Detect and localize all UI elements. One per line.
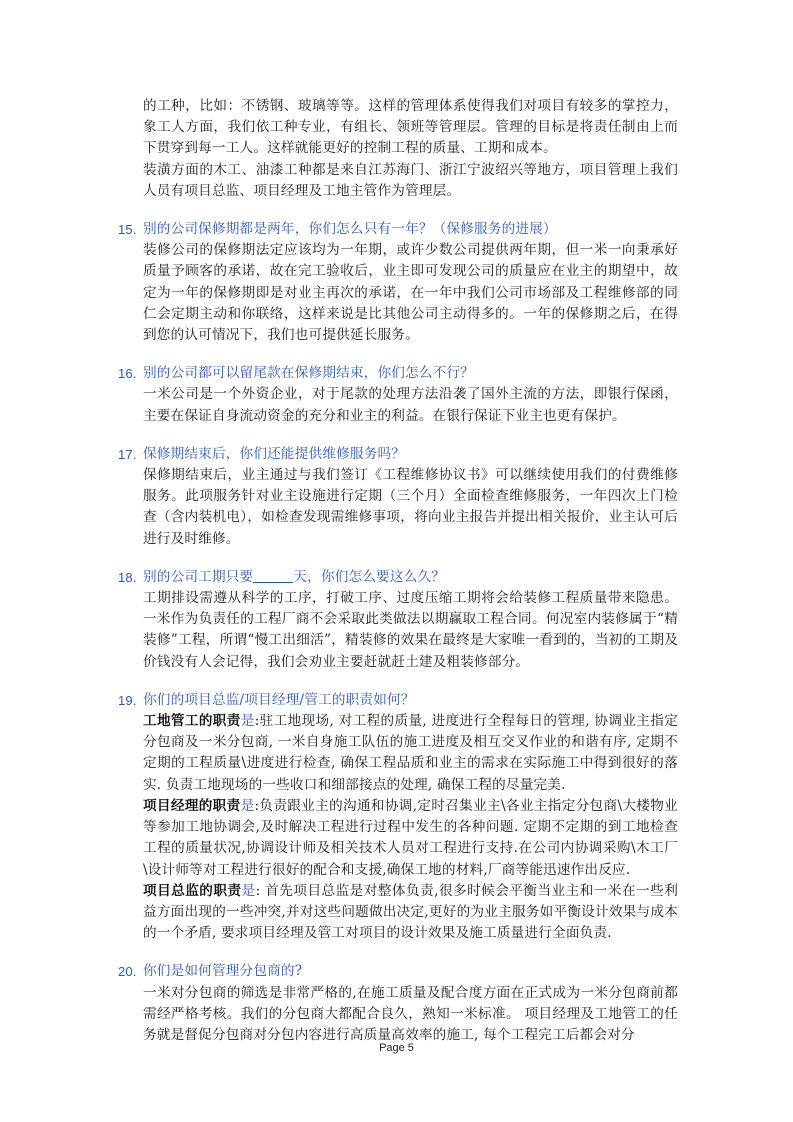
role-colon: 是 [240, 797, 255, 814]
page-number: Page 5 [379, 1042, 414, 1054]
question-19 [118, 690, 678, 711]
answer-15: 装修公司的保修期法定应该均为一年期，或许少数公司提供两年期，但一米一向秉承好质量予顾客的承诺，故在完工验收后，业主即可发现公司的质量应在业主的期望中，故定为一年的保修期即是对业主再次的承诺，在一年中我们公司市场部及工程维修部的同仁会定期主动和你联络，这样来说是比其他公司主动得多的。一年的保修期之后，在得到您的认可情况下，我们也可提供延长服务。 [143, 242, 678, 344]
page-content [118, 96, 678, 1046]
answer-18: 工期排设需遵从科学的工序，打破工序、过度压缩工期将会给装修工程质量带来隐患。一米作为负责任的工程厂商不会采取此类做法以期赢取工程合同。何况室内装修属于“精装修”工程，所谓“慢工出细活”，精装修的效果在最终是大家唯一看到的，当初的工期及价钱没有人会记得，我们会劝业主要赶就赶土建及粗装修部分。 [143, 590, 678, 670]
intro-paragraph-1: 的工种，比如：不锈钢、玻璃等等。这样的管理体系使得我们对项目有较多的掌控力，象工人方面，我们依工种专业，有组长、领班等管理层。管理的目标是将责任制由上而下贯穿到每一工人。这样就能更好的控制工程的质量、工期和成本。 [143, 98, 678, 157]
question-16 [118, 363, 678, 384]
question-text-end: 天，你们怎么要这么久？ [293, 568, 446, 585]
qa-item-17 [118, 444, 678, 550]
answer-16: 一米公司是一个外资企业，对于尾款的处理方法沿袭了国外主流的方法，即银行保函，主要在保证自身流动资金的充分和业主的利益。在银行保证下业主也更有保护。 [143, 386, 678, 424]
question-15 [118, 219, 678, 240]
question-text: 你们的项目总监/项目经理/管工的职责如何？ [143, 691, 415, 708]
role-colon: 是 [241, 882, 256, 899]
question-20 [118, 961, 678, 982]
role-colon: 是 [240, 713, 255, 730]
role-heading: 项目经理的职责 [143, 797, 241, 814]
role-text: :驻工地现场, 对工程的质量, 进度进行全程每日的管理, 协调业主指定分包商及一米分包商, 一米自身施工队伍的施工进度及相互交叉作业的和谐有序, 定期不定期的工程质量\进度进行检查, 确保工程品质和业主的需求在实际施工中得到很好的落实. 负责工地现场的一些收口和细部接点的处理, 确保工程的尽量完美. [143, 713, 678, 793]
question-text: 别的公司保修期都是两年，你们怎么只有一年？（保修服务的进展） [143, 221, 557, 238]
role-project-manager [143, 796, 678, 881]
question-number: 19. [118, 692, 137, 708]
question-number: 20. [118, 964, 137, 980]
qa-item-16 [118, 363, 678, 427]
role-heading: 项目总监的职责 [143, 882, 242, 899]
question-text-start: 别的公司工期只要 [143, 568, 254, 585]
question-number: 17. [118, 446, 137, 462]
fill-in-blank [253, 568, 293, 583]
intro-paragraph-2: 装潢方面的木工、油漆工种都是来自江苏海门、浙江宁波绍兴等地方，项目管理上我们人员有项目总监、项目经理及工地主管作为管理层。 [143, 161, 678, 199]
qa-item-20 [118, 961, 678, 1046]
question-17 [118, 444, 678, 465]
question-text: 保修期结束后，你们还能提供维修服务吗？ [143, 445, 406, 462]
question-text: 你们是如何管理分包商的? [143, 963, 303, 980]
role-heading: 工地管工的职责 [143, 713, 241, 730]
qa-item-15 [118, 219, 678, 346]
qa-item-18 [118, 567, 678, 673]
question-18 [118, 567, 678, 588]
question-number: 16. [118, 366, 137, 382]
role-text: :负责跟业主的沟通和协调,定时召集业主\各业主指定分包商\大楼物业等参加工地协调会,及时解决工程进行过程中发生的各种问题. 定期不定期的到工地检查工程的质量状况,协调设计师及相关技术人员对工程进行支持.在公司内协调采购\木工厂\设计师等对工程进行很好的配合和支援,确保工地的材料,厂商等能迅速作出反应. [143, 797, 678, 878]
question-number: 18. [118, 569, 137, 585]
answer-17: 保修期结束后，业主通过与我们签订《工程维修协议书》可以继续使用我们的付费维修服务。此项服务针对业主设施进行定期（三个月）全面检查维修服务，一年四次上门检查（含内装机电），如检查发现需维修事项，将向业主报告并提出相关报价，业主认可后进行及时维修。 [143, 467, 678, 547]
role-site-supervisor [143, 711, 678, 796]
role-project-director [143, 881, 678, 945]
question-text: 别的公司都可以留尾款在保修期结束，你们怎么不行？ [143, 365, 475, 382]
question-number: 15. [118, 222, 137, 238]
role-text: : 首先项目总监是对整体负责,很多时候会平衡当业主和一米在一些利益方面出现的一些冲突,并对这些问题做出决定,更好的为业主服务如平衡设计效果与成本的一个矛盾, 要求项目经理及管工对项目的设计效果及施工质量进行全面负责. [143, 882, 678, 942]
qa-item-19 [118, 690, 678, 944]
answer-20: 一米对分包商的筛选是非常严格的,在施工质量及配合度方面在正式成为一米分包商前都需经严格考核。我们的分包商大都配合良久，熟知一米标准。 项目经理及工地管工的任务就是督促分包商对分包内容进行高质量高效率的施工, 每个工程完工后都会对分 [143, 984, 678, 1043]
